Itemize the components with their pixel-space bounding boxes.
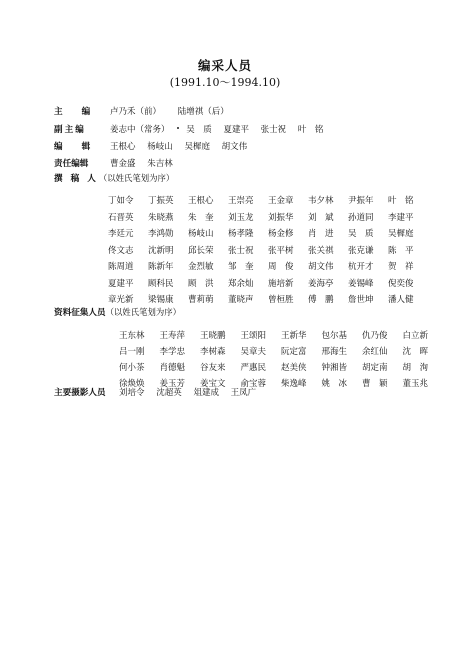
writer-name: 李廷元 bbox=[108, 229, 134, 239]
collector-name: 胡 洵 bbox=[402, 363, 429, 373]
collector-name: 李学忠 bbox=[159, 347, 186, 357]
writer-name: 杨孝隆 bbox=[228, 229, 254, 239]
writers-row bbox=[108, 287, 428, 304]
responsible-editors-names bbox=[110, 157, 182, 169]
writer-name: 杨金修 bbox=[268, 229, 294, 239]
collectors-row bbox=[119, 323, 443, 339]
collector-name: 王晓鹏 bbox=[200, 331, 226, 341]
editors-label bbox=[54, 140, 90, 152]
collectors-list bbox=[119, 323, 443, 387]
editor-name: 王根心 bbox=[110, 142, 136, 152]
ink-speck bbox=[177, 127, 179, 129]
page-subtitle: (1991.10～1994.10) bbox=[169, 76, 281, 89]
collector-name: 王新华 bbox=[281, 331, 307, 341]
writer-name: 金烈敏 bbox=[188, 262, 214, 272]
writer-name: 王崇亮 bbox=[228, 196, 254, 206]
collector-name: 严惠民 bbox=[240, 363, 267, 373]
writer-name: 贺 祥 bbox=[388, 262, 414, 272]
writer-name: 张克谦 bbox=[348, 245, 374, 256]
collector-name: 何小茶 bbox=[119, 363, 145, 373]
editor-in-chief-label bbox=[54, 105, 90, 117]
writers-row bbox=[108, 271, 428, 288]
editors-names bbox=[110, 140, 256, 152]
writer-name: 王金章 bbox=[268, 196, 294, 206]
collector-name: 吕一刚 bbox=[119, 347, 145, 357]
writer-name: 陈新年 bbox=[148, 262, 174, 272]
writer-name: 姜海亭 bbox=[308, 278, 334, 289]
collector-name: 钟湘皆 bbox=[321, 363, 348, 373]
collector-name: 曹 颖 bbox=[362, 379, 388, 389]
photographers-label: 主要摄影人员 bbox=[54, 388, 106, 398]
writer-name: 韦夕林 bbox=[308, 196, 334, 206]
writer-name: 张士祝 bbox=[228, 245, 254, 256]
writer-name: 石晋英 bbox=[108, 212, 134, 223]
collector-name: 沈 晖 bbox=[402, 347, 429, 357]
collector-name: 白立新 bbox=[402, 331, 429, 341]
deputy-editor-name: 夏建平 bbox=[223, 125, 249, 135]
writer-name: 张平树 bbox=[268, 245, 294, 256]
writer-name: 刘玉龙 bbox=[228, 212, 254, 223]
collector-name: 俞宝蓉 bbox=[240, 379, 267, 389]
collector-name: 胡定南 bbox=[362, 363, 388, 373]
writer-name: 丁如令 bbox=[108, 196, 134, 206]
deputy-editor-name: 张士祝 bbox=[260, 125, 287, 135]
writer-name: 周 俊 bbox=[268, 262, 294, 272]
writer-name: 李鸿勋 bbox=[148, 229, 174, 239]
writer-name: 邱长荣 bbox=[188, 245, 214, 256]
collector-name: 姜宝文 bbox=[200, 379, 226, 389]
editor-name: 胡文伟 bbox=[221, 142, 248, 152]
collector-name: 董玉兆 bbox=[402, 379, 429, 389]
deputy-editor-name: 叶 铭 bbox=[297, 125, 324, 135]
writers-label-char-2: 稿 bbox=[70, 174, 80, 184]
writer-name: 夏建平 bbox=[108, 278, 134, 289]
collector-name: 柴逸峰 bbox=[281, 379, 307, 389]
editor-name: 吴樨庭 bbox=[184, 142, 210, 152]
collector-name: 包尔基 bbox=[321, 331, 348, 341]
writers-row bbox=[108, 205, 428, 222]
writer-name: 朱晓燕 bbox=[148, 212, 174, 223]
collectors-row bbox=[119, 371, 443, 387]
writers-order-note: （以姓氏笔划为序） bbox=[98, 173, 175, 183]
collector-name: 肖德魁 bbox=[159, 363, 186, 373]
writer-name: 施培新 bbox=[268, 278, 294, 289]
writer-name: 刘 斌 bbox=[308, 212, 334, 223]
collector-name: 赵美侠 bbox=[281, 363, 307, 373]
deputy-editor-label bbox=[54, 123, 86, 135]
photographer-name: 王凤广 bbox=[230, 388, 257, 398]
writer-name: 杭开才 bbox=[348, 262, 374, 272]
editor-in-chief-label-char-1: 主 bbox=[54, 107, 63, 117]
collector-name: 余红仙 bbox=[362, 347, 388, 357]
photographer-name: 刘培令 bbox=[119, 388, 145, 398]
collector-name: 吴章夫 bbox=[240, 347, 267, 357]
writers-label bbox=[54, 172, 174, 184]
collectors-row bbox=[119, 339, 443, 355]
writer-name: 胡文伟 bbox=[308, 262, 334, 272]
editor-name: 杨岐山 bbox=[147, 142, 173, 152]
collector-name: 王颂阳 bbox=[240, 331, 267, 341]
writer-name: 曾桓胜 bbox=[268, 295, 294, 305]
collectors-row bbox=[119, 355, 443, 371]
photographer-name: 俎建成 bbox=[193, 388, 219, 398]
writer-name: 刘振华 bbox=[268, 212, 294, 223]
writer-name: 吴 质 bbox=[348, 229, 374, 239]
writer-name: 陈周道 bbox=[108, 262, 134, 272]
editor-in-chief-name: 卢乃禾（前） bbox=[110, 107, 162, 117]
deputy-editor-names bbox=[110, 123, 332, 135]
responsible-editors-label: 责任编辑 bbox=[54, 159, 89, 169]
responsible-editor-name: 朱吉林 bbox=[147, 159, 173, 169]
writers-label-char-1: 撰 bbox=[54, 174, 63, 184]
collector-name: 王东林 bbox=[119, 331, 145, 341]
collector-name: 邢海生 bbox=[321, 347, 348, 357]
writers-row bbox=[108, 254, 428, 271]
writer-name: 梁锡康 bbox=[148, 295, 174, 305]
writer-name: 倪奕俊 bbox=[388, 278, 414, 289]
writers-row bbox=[108, 221, 428, 238]
writers-label-char-3: 人 bbox=[87, 174, 96, 184]
photographer-name: 沈超英 bbox=[156, 388, 182, 398]
collector-name: 姚 冰 bbox=[321, 379, 348, 389]
writer-name: 章光新 bbox=[108, 295, 134, 305]
editors-label-char-2: 辑 bbox=[81, 142, 91, 152]
editor-in-chief-names bbox=[110, 105, 238, 117]
photographers-names bbox=[119, 386, 265, 398]
writer-name: 杨岐山 bbox=[188, 229, 214, 239]
writer-name: 朱 奎 bbox=[188, 212, 214, 223]
writers-row bbox=[108, 188, 428, 205]
collector-name: 王寿萍 bbox=[159, 331, 186, 341]
writer-name: 顾科民 bbox=[148, 278, 174, 289]
writer-name: 肖 进 bbox=[308, 229, 334, 239]
writers-list bbox=[108, 188, 428, 304]
collector-name: 姜玉芳 bbox=[159, 379, 186, 389]
collector-name: 谷友来 bbox=[200, 363, 226, 373]
collector-name: 徐焕焕 bbox=[119, 379, 145, 389]
collector-name: 李树森 bbox=[200, 347, 226, 357]
writer-name: 沈新明 bbox=[148, 245, 174, 256]
editors-label-char-1: 编 bbox=[54, 142, 63, 152]
deputy-editor-name: 吴 质 bbox=[186, 125, 212, 135]
writer-name: 顾 洪 bbox=[188, 278, 214, 289]
writer-name: 尹振年 bbox=[348, 196, 374, 206]
writer-name: 叶 铭 bbox=[388, 196, 414, 206]
deputy-editor-name: 姜志中（常务） bbox=[110, 125, 170, 135]
collector-name: 阮定富 bbox=[281, 347, 307, 357]
writer-name: 张关祺 bbox=[308, 245, 334, 256]
editor-in-chief-label-char-2: 编 bbox=[81, 107, 91, 117]
page-title: 编采人员 bbox=[197, 58, 252, 73]
writer-name: 傅 鹏 bbox=[308, 295, 334, 305]
writer-name: 孙道同 bbox=[348, 212, 374, 223]
writer-name: 吴樨庭 bbox=[388, 229, 414, 239]
writer-name: 佟文志 bbox=[108, 245, 134, 256]
writers-row bbox=[108, 238, 428, 255]
writer-name: 陈 平 bbox=[388, 245, 414, 256]
deputy-editor-label-text: 副主编 bbox=[54, 125, 86, 135]
collectors-order-note: （以姓氏笔划为序） bbox=[105, 307, 181, 317]
writer-name: 李建平 bbox=[388, 212, 414, 223]
collector-name: 仇乃俊 bbox=[362, 331, 388, 341]
writer-name: 曹莉萌 bbox=[188, 295, 214, 305]
writer-name: 詹世坤 bbox=[348, 295, 374, 305]
editor-in-chief-name: 陆增祺（后） bbox=[177, 107, 229, 117]
writer-name: 邹 奎 bbox=[228, 262, 254, 272]
writer-name: 姜锡峰 bbox=[348, 278, 374, 289]
responsible-editor-name: 曹金盛 bbox=[110, 159, 136, 169]
collectors-label bbox=[54, 306, 181, 318]
writer-name: 潘人健 bbox=[388, 295, 414, 305]
collectors-label-text: 资料征集人员 bbox=[54, 308, 106, 318]
writer-name: 丁振英 bbox=[148, 196, 174, 206]
writer-name: 郑余灿 bbox=[228, 278, 254, 289]
writer-name: 董晓声 bbox=[228, 295, 254, 305]
writer-name: 王根心 bbox=[188, 196, 214, 206]
